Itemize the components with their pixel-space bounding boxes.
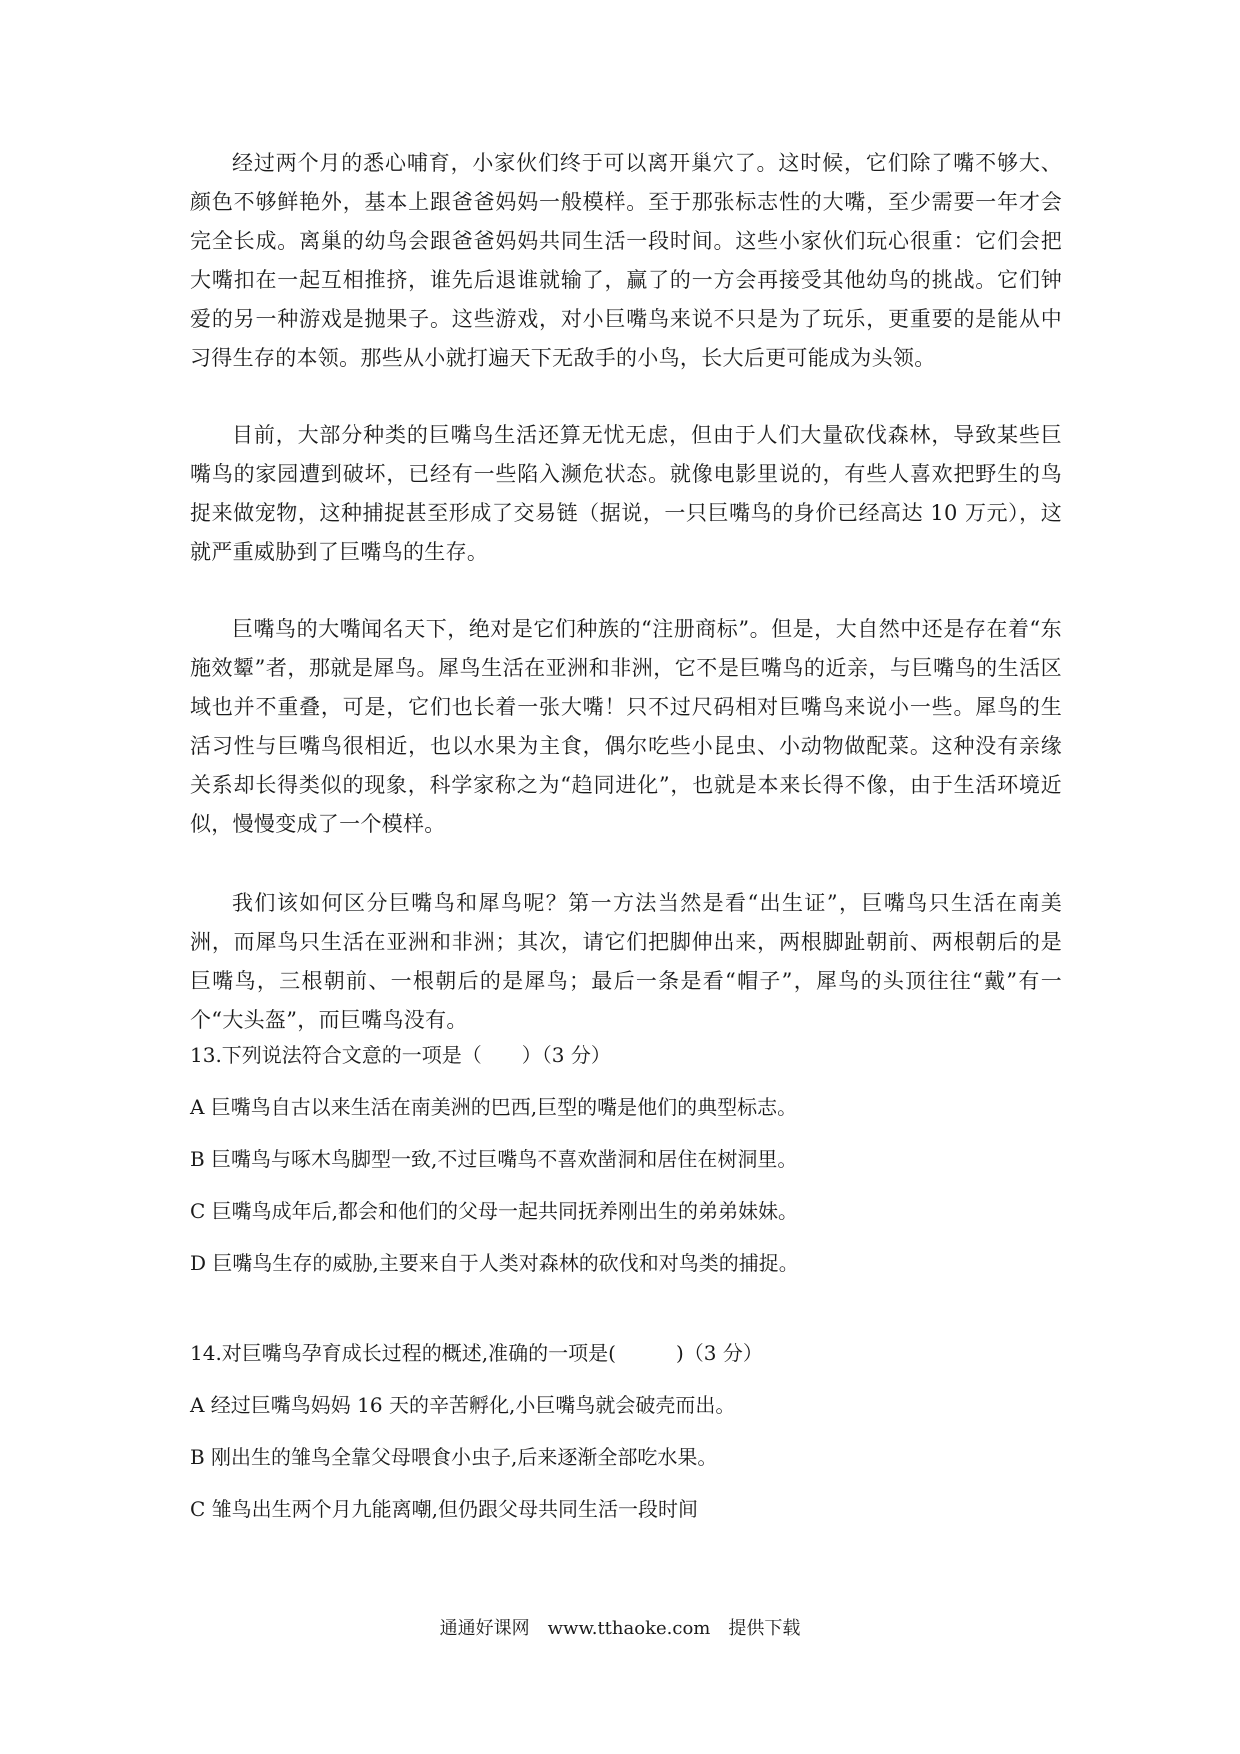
- passage-paragraph-4: 我们该如何区分巨嘴鸟和犀鸟呢？第一方法当然是看“出生证”，巨嘴鸟只生活在南美洲，而犀鸟只生活在亚洲和非洲；其次，请它们把脚伸出来，两根脚趾朝前、两根朝后的是巨嘴鸟，三根朝前、一根朝后的是犀鸟；最后一条是看“帽子”，犀鸟的头顶往往“戴”有一个“大头盔”，而巨嘴鸟没有。: [190, 891, 1062, 1032]
- passage-paragraph-3: 巨嘴鸟的大嘴闻名天下，绝对是它们种族的“注册商标”。但是，大自然中还是存在着“东施效颦”者，那就是犀鸟。犀鸟生活在亚洲和非洲，它不是巨嘴鸟的近亲，与巨嘴鸟的生活区域也并不重叠，可是，它们也长着一张大嘴！只不过尺码相对巨嘴鸟来说小一些。犀鸟的生活习性与巨嘴鸟很相近，也以水果为主食，偶尔吃些小昆虫、小动物做配菜。这种没有亲缘关系却长得类似的现象，科学家称之为“趋同进化”，也就是本来长得不像，由于生活环境近似，慢慢变成了一个模样。: [190, 617, 1062, 836]
- question-13-option-c: C 巨嘴鸟成年后,都会和他们的父母一起共同抚养刚出生的弟弟妹妹。: [190, 1199, 799, 1223]
- page-footer: 通通好课网 www.tthaoke.com 提供下载: [439, 1618, 801, 1639]
- question-14-option-a: A 经过巨嘴鸟妈妈 16 天的辛苦孵化,小巨嘴鸟就会破壳而出。: [190, 1393, 736, 1417]
- question-13-option-b: B 巨嘴鸟与啄木鸟脚型一致,不过巨嘴鸟不喜欢凿洞和居住在树洞里。: [190, 1147, 798, 1171]
- question-14-stem: 14.对巨嘴鸟孕育成长过程的概述,准确的一项是( )（3 分）: [190, 1341, 763, 1365]
- passage-paragraph-1: 经过两个月的悉心哺育，小家伙们终于可以离开巢穴了。这时候，它们除了嘴不够大、颜色不够鲜艳外，基本上跟爸爸妈妈一般模样。至于那张标志性的大嘴，至少需要一年才会完全长成。离巢的幼鸟会跟爸爸妈妈共同生活一段时间。这些小家伙们玩心很重：它们会把大嘴扣在一起互相推挤，谁先后退谁就输了，赢了的一方会再接受其他幼鸟的挑战。它们钟爱的另一种游戏是抛果子。这些游戏，对小巨嘴鸟来说不只是为了玩乐，更重要的是能从中习得生存的本领。那些从小就打遍天下无敌手的小鸟，长大后更可能成为头领。: [190, 151, 1062, 370]
- passage-paragraph-2: 目前，大部分种类的巨嘴鸟生活还算无忧无虑，但由于人们大量砍伐森林，导致某些巨嘴鸟的家园遭到破坏，已经有一些陷入濒危状态。就像电影里说的，有些人喜欢把野生的鸟捉来做宠物，这种捕捉甚至形成了交易链（据说，一只巨嘴鸟的身价已经高达 10 万元），这就严重威胁到了巨嘴鸟的生存。: [190, 423, 1062, 564]
- question-14-option-c: C 雏鸟出生两个月九能离嘲,但仍跟父母共同生活一段时间: [190, 1497, 699, 1521]
- question-13-stem: 13.下列说法符合文意的一项是（ ）（3 分）: [190, 1043, 611, 1067]
- question-13-option-d: D 巨嘴鸟生存的威胁,主要来自于人类对森林的砍伐和对鸟类的捕捉。: [190, 1251, 799, 1275]
- question-14-option-b: B 刚出生的雏鸟全靠父母喂食小虫子,后来逐渐全部吃水果。: [190, 1445, 718, 1469]
- question-13-option-a: A 巨嘴鸟自古以来生活在南美洲的巴西,巨型的嘴是他们的典型标志。: [190, 1095, 798, 1119]
